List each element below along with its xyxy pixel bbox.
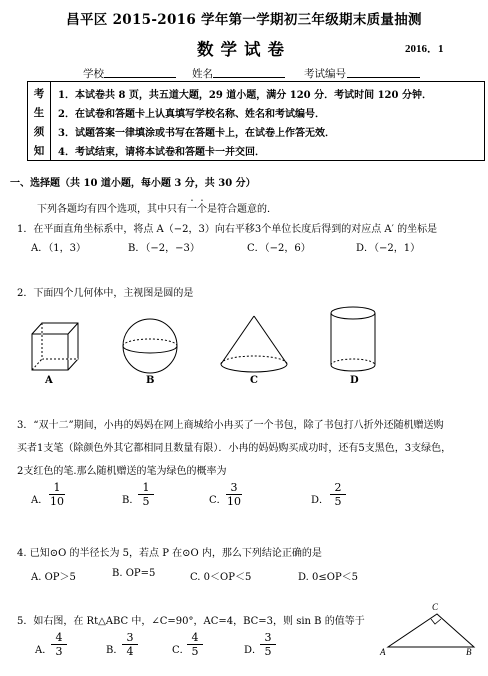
question-4-stem: 4. 已知⊙O 的半径长为 5，若点 P 在⊙O 内，那么下列结论正确的是 <box>17 548 322 559</box>
q4-option-a[interactable]: A. OP＞5 <box>31 572 76 583</box>
notice-item: 2．在试卷和答题卡上认真填写学校名称、姓名和考试编号． <box>58 109 325 120</box>
question-3-line: 3．“双十二”期间，小冉的妈妈在网上商城给小冉买了一个书包，除了书包打八折外还随机赠送购 <box>17 420 444 431</box>
school-field[interactable] <box>104 77 176 78</box>
school-label: 学校 <box>83 68 104 80</box>
exam-no-field[interactable] <box>347 77 420 78</box>
denominator: 5 <box>264 645 272 658</box>
q3-option-c-label[interactable]: C． <box>209 495 227 506</box>
figure-label-d[interactable]: D <box>350 375 359 386</box>
candidate-notice-box <box>27 81 485 161</box>
vertex-label-a: A <box>380 647 386 657</box>
q1-option-b[interactable]: B．（−2，−3） <box>128 243 200 254</box>
denominator: 4 <box>126 645 134 658</box>
q1-option-a[interactable]: A．（1，3） <box>31 243 86 254</box>
q5-option-b-fraction[interactable] <box>122 631 138 659</box>
figure-label-c[interactable]: C <box>250 375 258 386</box>
question-3-line: 2支红色的笔.那么随机赠送的笔为绿色的概率为 <box>17 466 227 477</box>
figure-label-b[interactable]: B <box>146 375 155 386</box>
q4-option-d[interactable]: D. 0≤OP＜5 <box>298 572 359 583</box>
q5-option-c-fraction[interactable] <box>187 631 203 659</box>
figure-label-a[interactable]: A <box>45 375 53 386</box>
q3-option-d-label[interactable]: D． <box>311 495 330 506</box>
denominator: 5 <box>191 645 199 658</box>
vertex-label-b: B <box>466 647 472 657</box>
q3-option-c-fraction[interactable] <box>226 481 242 509</box>
exam-subtitle: 数学试卷 <box>197 40 291 59</box>
q3-option-b-label[interactable]: B． <box>122 495 140 506</box>
q5-option-a-fraction[interactable] <box>51 631 67 659</box>
notice-side-char: 考 <box>33 88 45 100</box>
q5-option-a-label[interactable]: A． <box>35 645 53 656</box>
q3-option-b-fraction[interactable] <box>138 481 154 509</box>
sphere-figure <box>120 318 180 374</box>
cube-figure <box>30 320 80 372</box>
cone-figure <box>218 314 290 374</box>
instruction-text: 下列各题均有四个选项，其中只有 <box>37 204 187 215</box>
q5-option-c-label[interactable]: C． <box>172 645 190 656</box>
notice-side-label <box>28 82 51 160</box>
q1-option-c[interactable]: C．（−2，6） <box>247 243 311 254</box>
instruction-text: 是符合题意的． <box>207 204 277 215</box>
denominator: 3 <box>55 645 63 658</box>
question-2-stem: 2．下面四个几何体中，主视图是圆的是 <box>17 288 194 299</box>
numerator: 2 <box>330 481 346 495</box>
q5-option-d-label[interactable]: D． <box>244 645 263 656</box>
q5-option-d-fraction[interactable] <box>260 631 276 659</box>
q5-option-b-label[interactable]: B． <box>106 645 124 656</box>
q3-option-a-fraction[interactable] <box>49 481 65 509</box>
numerator: 3 <box>226 481 242 495</box>
instruction-emphasis: 一个 <box>187 204 207 215</box>
question-3-line: 买者1支笔（除颜色外其它都相同且数量有限）．小冉的妈妈购买成功时，还有5支黑色，3支绿色， <box>17 443 452 454</box>
numerator: 4 <box>187 631 203 645</box>
section-heading: 一、选择题（共 10 道小题，每小题 3 分，共 30 分） <box>10 178 256 189</box>
q4-option-c[interactable]: C. 0＜OP＜5 <box>190 572 252 583</box>
question-5-stem: 5．如右图，在 Rt△ABC 中，∠C=90°，AC=4，BC=3，则 sin B 的值等于 <box>17 616 365 627</box>
name-field[interactable] <box>213 77 285 78</box>
denominator: 10 <box>50 495 64 508</box>
vertex-label-c: C <box>432 602 439 612</box>
numerator: 3 <box>122 631 138 645</box>
exam-no-label: 考试编号 <box>304 68 346 80</box>
right-triangle-figure <box>380 600 480 658</box>
notice-item: 3．试题答案一律填涂或书写在答题卡上，在试卷上作答无效． <box>58 128 335 139</box>
numerator: 1 <box>49 481 65 495</box>
notice-item: 1．本试卷共 8 页，共五道大题，29 道小题，满分 120 分．考试时间 120 分钟． <box>58 90 432 101</box>
q3-option-d-fraction[interactable] <box>330 481 346 509</box>
numerator: 3 <box>260 631 276 645</box>
q4-option-b[interactable]: B. OP=5 <box>112 568 156 579</box>
notice-side-char: 生 <box>33 107 45 119</box>
cylinder-figure <box>328 305 378 375</box>
denominator: 5 <box>142 495 150 508</box>
numerator: 1 <box>138 481 154 495</box>
notice-side-char: 须 <box>33 126 45 138</box>
exam-title: 昌平区 2015-2016 学年第一学期初三年级期末质量抽测 <box>66 12 422 28</box>
q3-option-a-label[interactable]: A． <box>31 495 49 506</box>
denominator: 10 <box>227 495 241 508</box>
denominator: 5 <box>334 495 342 508</box>
section-instruction <box>37 198 277 215</box>
question-1-stem: 1．在平面直角坐标系中，将点 A（−2，3）向右平移3个单位长度后得到的对应点 A′ 的坐标是 <box>17 224 438 235</box>
exam-date: 2016．1 <box>405 43 444 55</box>
notice-side-char: 知 <box>33 145 45 157</box>
name-label: 姓名 <box>192 68 213 80</box>
numerator: 4 <box>51 631 67 645</box>
q1-option-d[interactable]: D．（−2，1） <box>356 243 421 254</box>
notice-item: 4．考试结束，请将本试卷和答题卡一并交回． <box>58 147 265 158</box>
